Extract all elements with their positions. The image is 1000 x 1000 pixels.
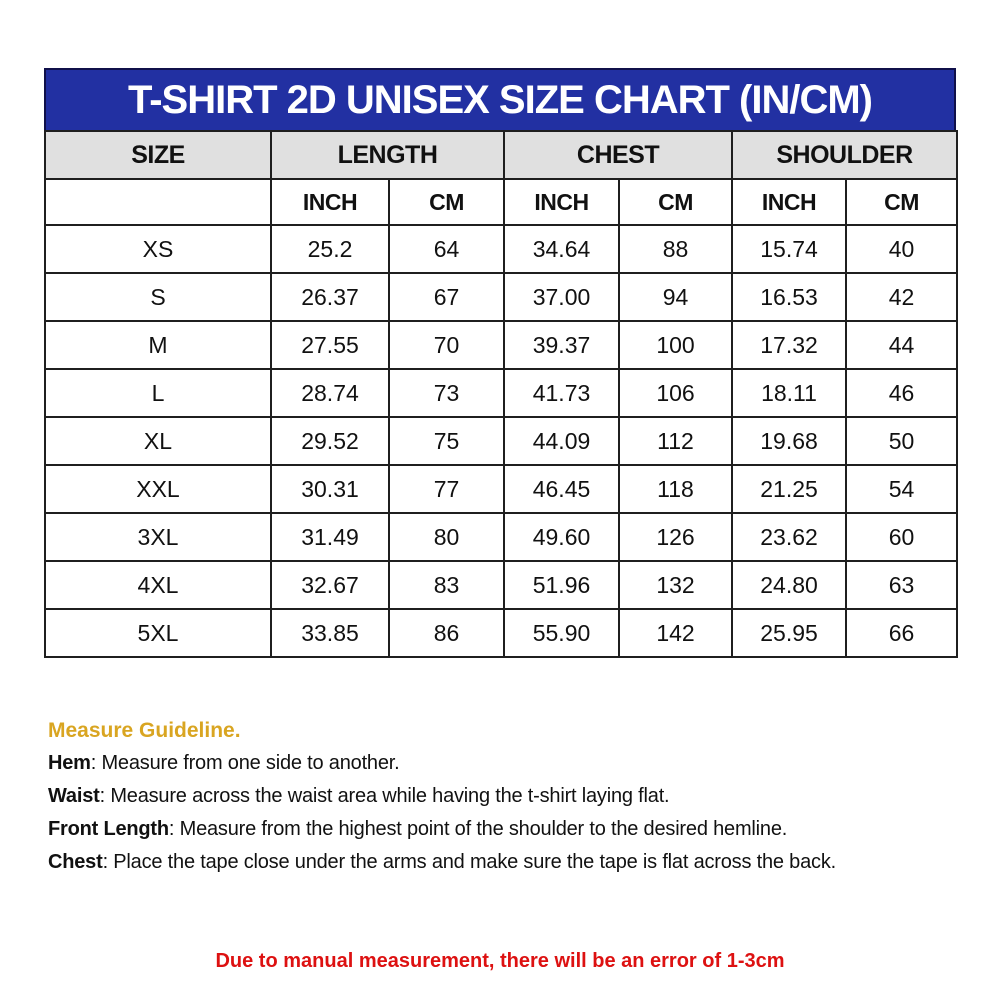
value-cell: 31.49 [271,513,389,561]
value-cell: 70 [389,321,504,369]
unit-header-shoulder-inch: INCH [732,179,846,225]
value-cell: 25.95 [732,609,846,657]
value-cell: 44.09 [504,417,619,465]
size-cell: 3XL [45,513,271,561]
size-chart [44,68,956,658]
value-cell: 60 [846,513,957,561]
column-header-size: SIZE [45,131,271,179]
measurement-error-note: Due to manual measurement, there will be an error of 1-3cm [215,950,785,972]
value-cell: 28.74 [271,369,389,417]
column-header-chest: CHEST [504,131,732,179]
unit-header-length-inch: INCH [271,179,389,225]
value-cell: 106 [619,369,732,417]
value-cell: 33.85 [271,609,389,657]
value-cell: 83 [389,561,504,609]
value-cell: 16.53 [732,273,846,321]
group-header-row [45,131,957,179]
guideline-item-front-length [48,819,958,840]
guideline-item-hem [48,753,958,774]
unit-header-row [45,179,957,225]
value-cell: 67 [389,273,504,321]
size-cell: XL [45,417,271,465]
size-cell: 4XL [45,561,271,609]
value-cell: 27.55 [271,321,389,369]
value-cell: 32.67 [271,561,389,609]
size-table [44,130,958,658]
table-row [45,369,957,417]
value-cell: 44 [846,321,957,369]
value-cell: 37.00 [504,273,619,321]
value-cell: 126 [619,513,732,561]
unit-header-length-cm: CM [389,179,504,225]
value-cell: 75 [389,417,504,465]
value-cell: 100 [619,321,732,369]
value-cell: 73 [389,369,504,417]
value-cell: 55.90 [504,609,619,657]
unit-header-chest-inch: INCH [504,179,619,225]
value-cell: 15.74 [732,225,846,273]
guideline-label: Front Length [48,818,169,840]
value-cell: 30.31 [271,465,389,513]
value-cell: 46 [846,369,957,417]
value-cell: 49.60 [504,513,619,561]
value-cell: 34.64 [504,225,619,273]
guideline-text: : Place the tape close under the arms and make sure the tape is flat across the back. [102,851,836,873]
size-cell: S [45,273,271,321]
measure-guideline-section [48,720,958,885]
column-header-length: LENGTH [271,131,504,179]
value-cell: 23.62 [732,513,846,561]
value-cell: 94 [619,273,732,321]
table-row [45,465,957,513]
value-cell: 25.2 [271,225,389,273]
value-cell: 46.45 [504,465,619,513]
value-cell: 21.25 [732,465,846,513]
value-cell: 112 [619,417,732,465]
column-header-shoulder: SHOULDER [732,131,957,179]
value-cell: 66 [846,609,957,657]
table-row [45,321,957,369]
guideline-text: : Measure across the waist area while having the t-shirt laying flat. [99,785,670,807]
size-cell: XXL [45,465,271,513]
guideline-heading: Measure Guideline. [48,719,241,742]
guideline-label: Chest [48,851,103,873]
value-cell: 19.68 [732,417,846,465]
unit-header-shoulder-cm: CM [846,179,957,225]
value-cell: 64 [389,225,504,273]
value-cell: 51.96 [504,561,619,609]
table-row [45,609,957,657]
value-cell: 63 [846,561,957,609]
table-row [45,561,957,609]
guideline-item-chest [48,852,958,873]
guideline-label: Waist [48,785,100,807]
page-title: T-SHIRT 2D UNISEX SIZE CHART (IN/CM) [127,77,873,122]
value-cell: 118 [619,465,732,513]
table-row [45,225,957,273]
value-cell: 39.37 [504,321,619,369]
size-cell: 5XL [45,609,271,657]
chart-title-bar [44,68,956,130]
table-row [45,513,957,561]
size-cell: M [45,321,271,369]
value-cell: 80 [389,513,504,561]
value-cell: 86 [389,609,504,657]
value-cell: 77 [389,465,504,513]
value-cell: 40 [846,225,957,273]
value-cell: 50 [846,417,957,465]
size-cell: XS [45,225,271,273]
table-row [45,273,957,321]
guideline-text: : Measure from one side to another. [90,752,400,774]
value-cell: 88 [619,225,732,273]
value-cell: 41.73 [504,369,619,417]
value-cell: 29.52 [271,417,389,465]
value-cell: 17.32 [732,321,846,369]
value-cell: 42 [846,273,957,321]
guideline-item-waist [48,786,958,807]
value-cell: 26.37 [271,273,389,321]
value-cell: 54 [846,465,957,513]
unit-header-blank [45,179,271,225]
size-cell: L [45,369,271,417]
table-row [45,417,957,465]
value-cell: 132 [619,561,732,609]
value-cell: 142 [619,609,732,657]
guideline-label: Hem [48,752,91,774]
guideline-text: : Measure from the highest point of the shoulder to the desired hemline. [168,818,788,840]
value-cell: 24.80 [732,561,846,609]
value-cell: 18.11 [732,369,846,417]
unit-header-chest-cm: CM [619,179,732,225]
